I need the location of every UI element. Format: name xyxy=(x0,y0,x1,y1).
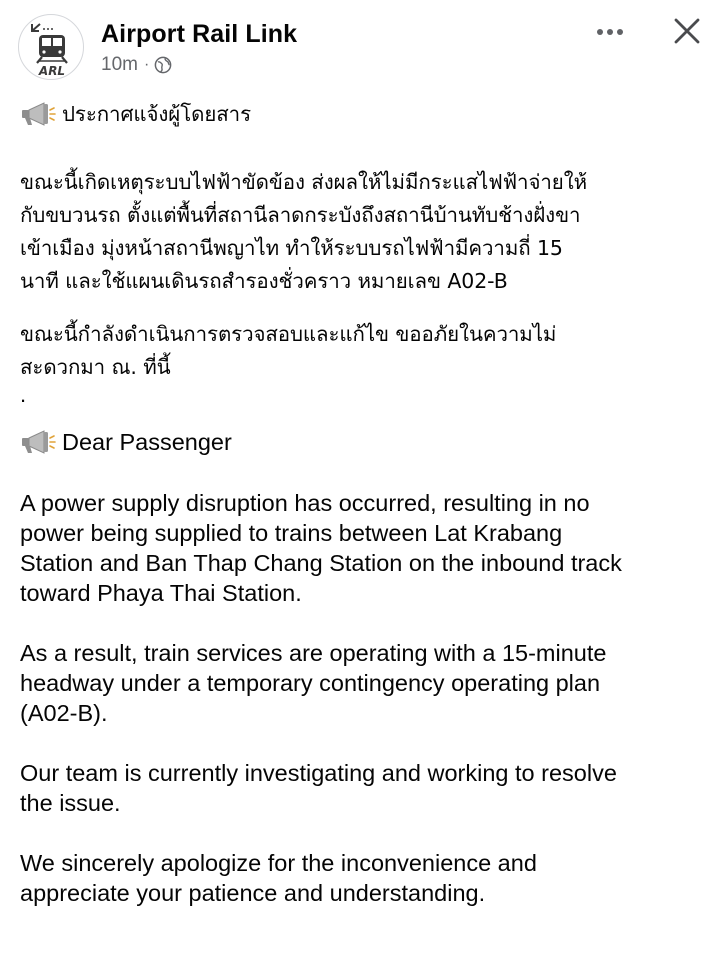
english-heading: Dear Passenger xyxy=(62,429,232,455)
english-paragraph-2 xyxy=(20,638,710,728)
text-line: เข้าเมือง มุ่งหน้าสถานีพญาไท ทำให้ระบบรถไฟฟ้ามีความถี่ 15 xyxy=(20,236,563,260)
close-icon[interactable] xyxy=(668,12,706,50)
post-header xyxy=(0,0,724,92)
text-line: toward Phaya Thai Station. xyxy=(20,580,302,606)
text-line: (A02-B). xyxy=(20,700,108,726)
english-heading-row xyxy=(20,426,710,458)
thai-paragraph-2 xyxy=(20,318,710,384)
text-line: ขณะนี้เกิดเหตุระบบไฟฟ้าขัดข้อง ส่งผลให้ไม่มีกระแสไฟฟ้าจ่ายให้ xyxy=(20,170,588,194)
text-line: นาที และใช้แผนเดินรถสำรองชั่วคราว หมายเลข A02-B xyxy=(20,269,508,293)
text-line: A power supply disruption has occurred, resulting in no xyxy=(20,490,590,516)
more-options-icon[interactable] xyxy=(590,14,630,50)
english-paragraph-4 xyxy=(20,848,710,908)
text-line: appreciate your patience and understanding. xyxy=(20,880,486,906)
page-name[interactable]: Airport Rail Link xyxy=(101,20,298,48)
thai-heading: ประกาศแจ้งผู้โดยสาร xyxy=(62,101,251,126)
thai-heading-row xyxy=(20,96,710,132)
divider-dot: . xyxy=(20,382,27,407)
globe-icon[interactable] xyxy=(154,56,172,74)
text-line: the issue. xyxy=(20,790,121,816)
post-meta xyxy=(101,54,172,76)
post-body xyxy=(20,96,710,908)
meta-separator: · xyxy=(143,56,150,73)
avatar-text: ARL xyxy=(38,64,66,78)
text-line: กับขบวนรถ ตั้งแต่พื้นที่สถานีลาดกระบังถึงสถานีบ้านทับช้างฝั่งขา xyxy=(20,203,581,227)
text-line: Our team is currently investigating and working to resolve xyxy=(20,760,617,786)
post-time[interactable]: 10m xyxy=(101,54,138,75)
megaphone-icon xyxy=(20,101,56,127)
text-line: headway under a temporary contingency operating plan xyxy=(20,670,601,696)
text-line: ขณะนี้กำลังดำเนินการตรวจสอบและแก้ไข ขออภัยในความไม่ xyxy=(20,322,557,346)
text-line: Station and Ban Thap Chang Station on the inbound track xyxy=(20,550,622,576)
text-line: We sincerely apologize for the inconvenience and xyxy=(20,850,537,876)
text-line: As a result, train services are operating with a 15-minute xyxy=(20,640,607,666)
english-paragraph-1 xyxy=(20,488,710,608)
english-paragraph-3 xyxy=(20,758,710,818)
text-line: สะดวกมา ณ. ที่นี้ xyxy=(20,355,171,379)
text-line: power being supplied to trains between Lat Krabang xyxy=(20,520,563,546)
thai-paragraph-1 xyxy=(20,166,710,298)
arl-train-logo-icon xyxy=(19,15,84,80)
more-dot xyxy=(607,29,613,35)
page-avatar[interactable] xyxy=(18,14,84,80)
more-dot xyxy=(597,29,603,35)
megaphone-icon xyxy=(20,429,56,455)
more-dot xyxy=(617,29,623,35)
